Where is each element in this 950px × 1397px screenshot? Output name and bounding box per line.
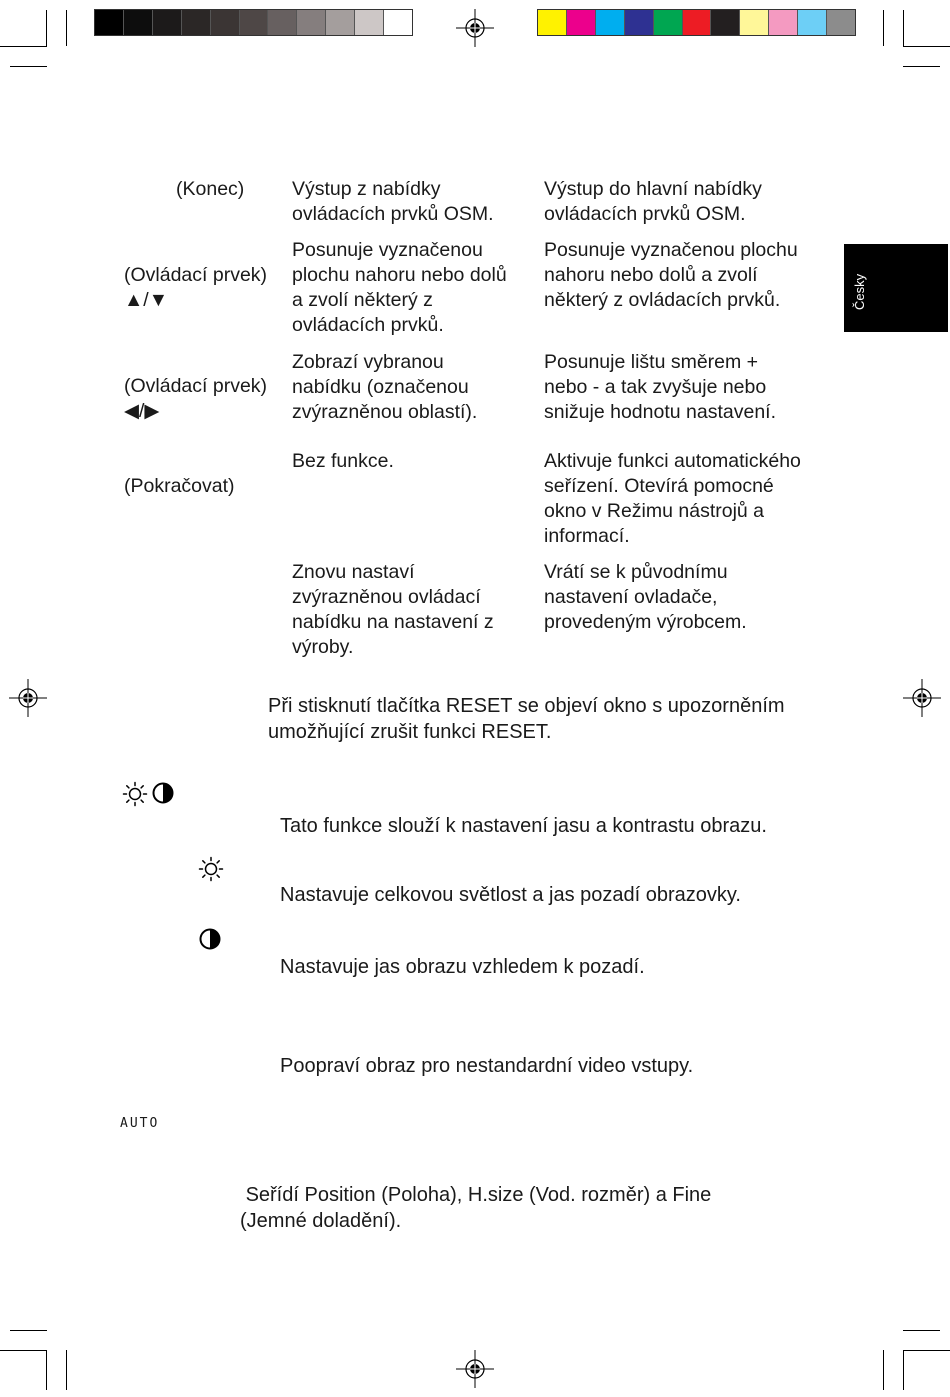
- crosshair-icon: [903, 679, 941, 717]
- color-swatch: [625, 10, 654, 35]
- color-bar: [537, 9, 856, 36]
- color-swatch: [538, 10, 567, 35]
- crop-mark: [883, 1350, 884, 1390]
- language-tab: [844, 244, 948, 332]
- table-row-2-col2: Posunuje vyznačenou plochu nahoru nebo dolů a zvolí některý z ovládacích prvků.: [292, 239, 507, 336]
- auto-desc: Seřídí Position (Poloha), H.size (Vod. rozměr) a Fine (Jemné doladění).: [240, 1184, 712, 1232]
- color-swatch: [124, 10, 153, 35]
- color-swatch: [240, 10, 269, 35]
- crop-mark: [883, 10, 884, 46]
- table-row-1-col2: Výstup z nabídky ovládacích prvků OSM.: [292, 178, 494, 225]
- crop-mark: [903, 46, 950, 47]
- contrast-desc: Nastavuje jas obrazu vzhledem k pozadí.: [280, 956, 645, 978]
- half-circle-icon: [151, 781, 175, 805]
- color-swatch: [211, 10, 240, 35]
- color-swatch: [182, 10, 211, 35]
- sun-icon: [198, 856, 224, 882]
- color-swatch: [683, 10, 712, 35]
- table-row-3-col3: Posunuje lištu směrem + nebo - a tak zvyšuje nebo snižuje hodnotu nastavení.: [544, 351, 777, 423]
- crop-mark: [66, 10, 67, 46]
- auto-label: AUTO: [120, 1116, 160, 1131]
- grayscale-bar: [94, 9, 413, 36]
- crop-mark: [903, 1350, 950, 1351]
- table-row-3-col2: Zobrazí vybranou nabídku (označenou zvýrazněnou oblastí).: [292, 351, 478, 423]
- table-row-5-col2: Znovu nastaví zvýrazněnou ovládací nabídku na nastavení z výroby.: [292, 561, 494, 658]
- crop-mark: [903, 1350, 904, 1390]
- table-row-5-col3: Vrátí se k původnímu nastavení ovladače, provedeným výrobcem.: [544, 561, 747, 633]
- half-circle-icon: [198, 927, 222, 951]
- table-row-1-col3: Výstup do hlavní nabídky ovládacích prvků OSM.: [544, 178, 762, 225]
- crop-mark: [46, 10, 47, 46]
- color-swatch: [297, 10, 326, 35]
- color-swatch: [384, 10, 412, 35]
- color-swatch: [769, 10, 798, 35]
- brightness-contrast-desc: Tato funkce slouží k nastavení jasu a kontrastu obrazu.: [280, 815, 767, 837]
- table-row-2-control: (Ovládací prvek) ▲/▼: [124, 264, 268, 311]
- color-swatch: [596, 10, 625, 35]
- video-desc: Poopraví obraz pro nestandardní video vstupy.: [280, 1055, 694, 1077]
- crop-mark: [10, 66, 47, 67]
- crop-mark: [46, 1350, 47, 1390]
- crop-mark: [0, 46, 47, 47]
- color-swatch: [740, 10, 769, 35]
- color-swatch: [567, 10, 596, 35]
- crop-mark: [903, 10, 904, 46]
- color-swatch: [654, 10, 683, 35]
- language-tab-label: Česky: [852, 273, 867, 310]
- table-row-1-control: (Konec): [176, 178, 245, 200]
- crop-mark: [903, 66, 940, 67]
- table-row-4-col3: Aktivuje funkci automatického seřízení. Otevírá pomocné okno v Režimu nástrojů a informací.: [544, 450, 801, 547]
- color-swatch: [95, 10, 124, 35]
- crop-mark: [66, 1350, 67, 1390]
- table-row-3-control: (Ovládací prvek) ◀/▶: [124, 375, 268, 422]
- sun-icon: [122, 781, 148, 807]
- crop-mark: [10, 1330, 47, 1331]
- crop-mark: [903, 1330, 940, 1331]
- color-swatch: [268, 10, 297, 35]
- crosshair-icon: [456, 9, 494, 47]
- color-swatch: [711, 10, 740, 35]
- color-swatch: [827, 10, 855, 35]
- brightness-desc: Nastavuje celkovou světlost a jas pozadí obrazovky.: [280, 884, 741, 906]
- color-swatch: [153, 10, 182, 35]
- table-row-4-col2: Bez funkce.: [292, 450, 394, 472]
- crosshair-icon: [456, 1350, 494, 1388]
- table-row-4-control: (Pokračovat): [124, 475, 235, 497]
- crosshair-icon: [9, 679, 47, 717]
- color-swatch: [355, 10, 384, 35]
- crop-mark: [0, 1350, 47, 1351]
- table-row-2-col3: Posunuje vyznačenou plochu nahoru nebo dolů a zvolí některý z ovládacích prvků.: [544, 239, 798, 311]
- reset-note: Při stisknutí tlačítka RESET se objeví okno s upozorněním umožňující zrušit funkci RESET.: [268, 695, 785, 743]
- color-swatch: [798, 10, 827, 35]
- color-swatch: [326, 10, 355, 35]
